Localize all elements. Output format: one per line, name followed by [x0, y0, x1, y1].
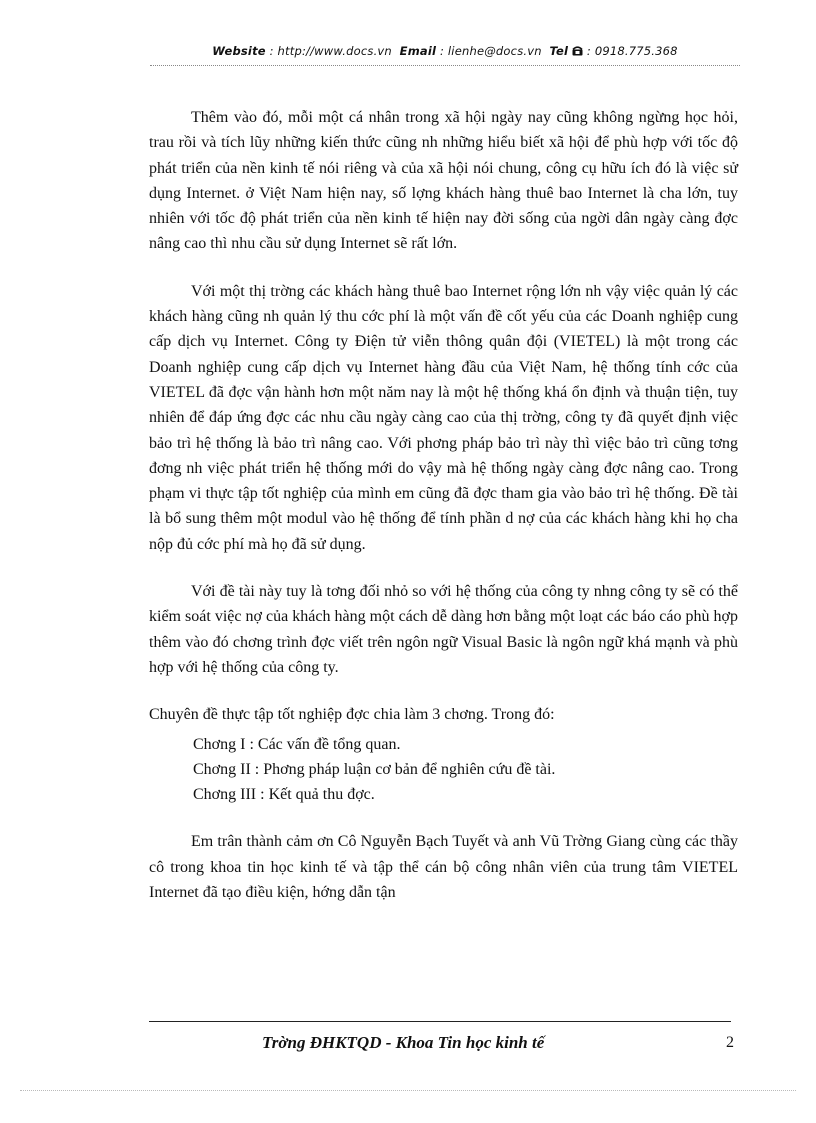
- tel-value: : 0918.775.368: [586, 44, 678, 58]
- chapters-intro: Chuyên đề thực tập tốt nghiệp đợc chia làm 3 chơng. Trong đó:: [149, 706, 555, 724]
- footer-school: Trờng ĐHKTQD - Khoa Tin học kinh tế: [262, 1033, 545, 1052]
- website-value: : http://www.docs.vn: [269, 44, 392, 58]
- body-paragraph: Với đề tài này tuy là tơng đối nhỏ so với hệ thống của công ty nhng công ty sẽ có thể kiểm soát việc nợ của khách hàng một cách dễ dàng hơn bằng một loạt các báo cáo phù hợp thêm vào đó chơng trình đợc viết trên ngôn ngữ Visual Basic là ngôn ngữ khá mạnh và phù hợp với hệ thống của công ty.: [149, 583, 738, 676]
- phone-icon: [572, 44, 587, 58]
- tel-label: Tel: [549, 44, 569, 58]
- header-divider: [150, 65, 740, 66]
- body-paragraph: Thêm vào đó, mỗi một cá nhân trong xã hội ngày nay cũng không ngừng học hỏi, trau rồi và tích lũy những kiến thức cũng nh những hiểu biết xã hội để phù hợp với tốc độ phát triển của nền kinh tế nói riêng và của xã hội nói chung, công cụ hữu ích đó là việc sử dụng Internet. ở Việt Nam hiện nay, số lợng khách hàng thuê bao Internet là cha lớn, tuy nhiên với tốc độ phát triển của nền kinh tế hiện nay đời sống của ngời dân ngày càng đợc nâng cao thì nhu cầu sử dụng Internet sẽ rất lớn.: [149, 109, 738, 253]
- closing-paragraph: Em trân thành cảm ơn Cô Nguyễn Bạch Tuyết và anh Vũ Trờng Giang cùng các thầy cô trong khoa tin học kinh tế và tập thể cán bộ công nhân viên của trung tâm VIETEL Internet đã tạo điều kiện, hớng dẫn tận: [149, 833, 738, 902]
- page-number: 2: [726, 1034, 734, 1051]
- chapter-list: [193, 732, 738, 808]
- document-body: [149, 105, 738, 927]
- page-bottom-edge: [20, 1090, 796, 1091]
- chapter-item: Chơng II : Phơng pháp luận cơ bản để nghiên cứu đề tài.: [193, 760, 556, 778]
- footer-divider: [149, 1021, 731, 1022]
- chapter-item: Chơng III : Kết quả thu đợc.: [193, 786, 375, 804]
- page-header: [150, 44, 740, 64]
- website-label: Website: [212, 44, 266, 58]
- email-value: : lienhe@docs.vn: [439, 44, 542, 58]
- email-label: Email: [399, 44, 437, 58]
- body-paragraph: Với một thị trờng các khách hàng thuê bao Internet rộng lớn nh vậy việc quản lý các khách hàng cũng nh quản lý thu cớc phí là một vấn đề cốt yếu của các Doanh nghiệp cung cấp dịch vụ Internet. Công ty Điện tử viễn thông quân đội (VIETEL) là một trong các Doanh nghiệp cung cấp dịch vụ Internet hàng đầu của Việt Nam, hệ thống tính cớc của VIETEL đã đợc vận hành hơn một năm nay là một hệ thống khá ổn định và thuận tiện, tuy nhiên để đáp ứng đợc các nhu cầu ngày càng cao của thị trờng, công ty đã quyết định việc bảo trì hệ thống là bảo trì nâng cao. Với phơng pháp bảo trì này thì việc bảo trì cũng tơng đơng nh việc phát triển hệ thống mới do vậy mà hệ thống ngày càng đợc nâng cao. Trong phạm vi thực tập tốt nghiệp của mình em cũng đã đợc tham gia vào bảo trì hệ thống. Đề tài là bổ sung thêm một modul vào hệ thống để tính phần d nợ của các khách hàng khi họ cha nộp đủ cớc phí mà họ đã sử dụng.: [149, 282, 738, 553]
- chapter-item: Chơng I : Các vấn đề tổng quan.: [193, 735, 401, 753]
